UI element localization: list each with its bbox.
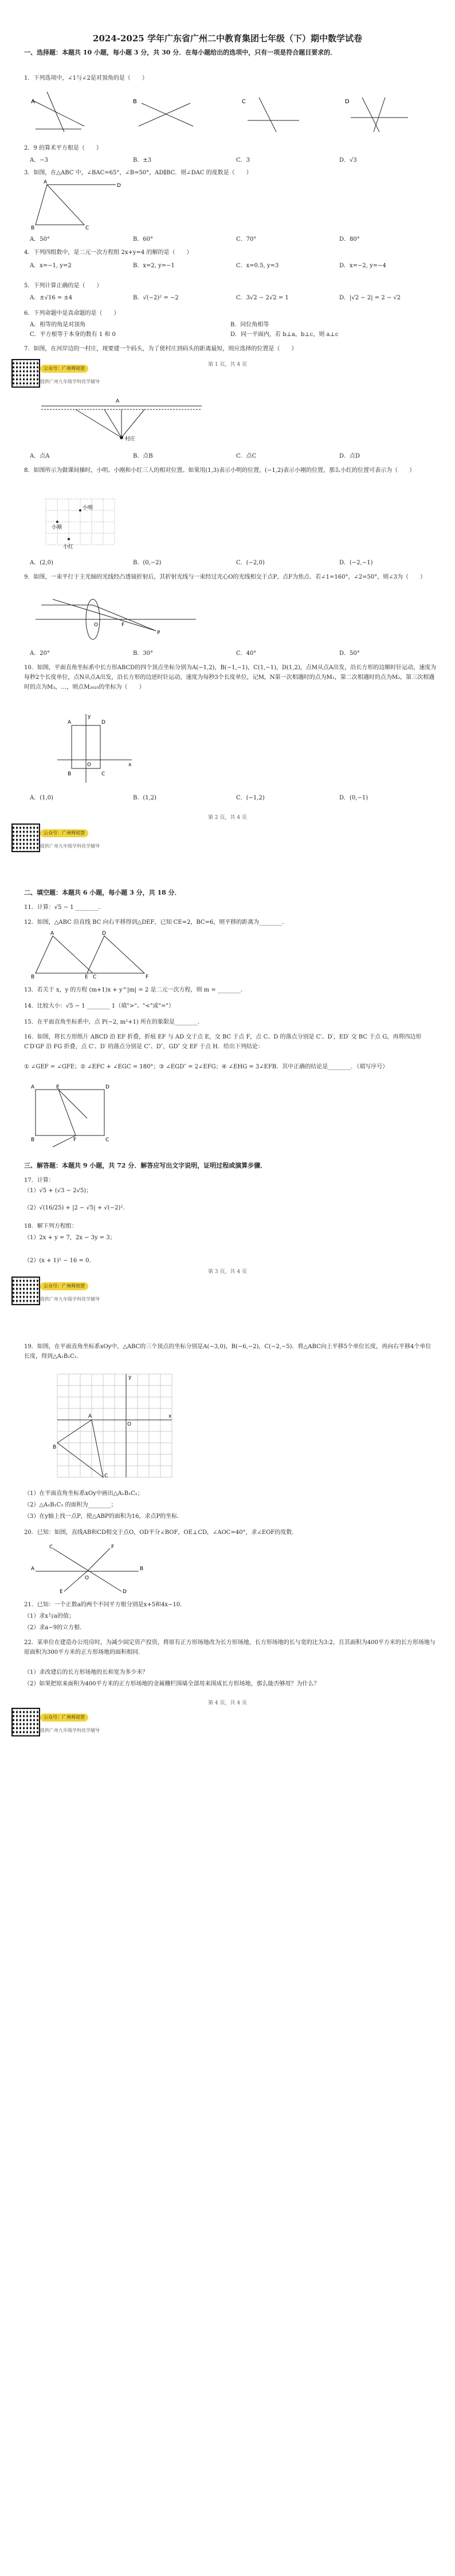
svg-text:A: A: [31, 1566, 35, 1572]
q5-options: [30, 292, 442, 301]
question-5: 5．下列计算正确的是（ ）: [24, 283, 103, 289]
svg-text:O: O: [87, 762, 92, 768]
svg-text:C: C: [49, 1544, 53, 1550]
svg-text:C: C: [242, 99, 246, 105]
question-22-1: （1）求改建后的长方形场地的长和宽为多少米？: [24, 1669, 148, 1676]
question-7: 7．如图，在河岸边的一村庄，现要建一个码头，为了使村庄到码头的距离最短，则应选择的位置是（ ）: [24, 346, 297, 352]
q10-rectangle-figure: [52, 711, 138, 786]
q8-options: [30, 557, 442, 566]
svg-text:D: D: [117, 183, 121, 189]
q8-option-d: D．(−2,−1): [339, 560, 373, 566]
svg-text:O: O: [85, 1575, 89, 1581]
q3-options: [30, 234, 442, 243]
svg-text:D: D: [102, 931, 106, 936]
svg-text:A: A: [88, 1414, 92, 1419]
question-9: 9．如图，一束平行于主光轴的光线经凸透镜折射后，其折射光线与一束经过光心O的光线相交于点P，点F为焦点．若∠1=160°，∠2=50°，则∠3为（ ）: [24, 574, 426, 580]
svg-text:D: D: [345, 99, 350, 105]
q16-fold-figure: [30, 1084, 121, 1153]
q2-option-a: A．−3: [30, 157, 48, 163]
q9-option-c: C．40°: [236, 650, 257, 657]
q6-option-c: C．平方根等于本身的数有 1 和 0: [30, 331, 116, 338]
question-16: 16．如图，将长方形纸片 ABCD 沿 EF 折叠，折痕 EF 与 AD 交于点 E，交 BC 于点 F，点 C、D 的落点分别是 C′、D′，ED′ 交 BC 于点 G，再将四边形 C′D′GF 沿 FG 折叠，点 C′、D′ 的落点分别是 C″、D″，GD″ 交 EF 于点 H．给出下列结论：: [24, 1034, 422, 1050]
q7-option-a: A．点A: [30, 453, 50, 459]
svg-text:A: A: [31, 1084, 35, 1090]
q7-option-c: C．点C: [236, 453, 257, 459]
question-10: 10．如图，平面直角坐标系中长方形ABCD的四个顶点坐标分别为A(−1,2)，B(−1,−1)，C(1,−1)，D(1,2)，点M从点A出发，沿长方形的边顺时针运动，速度为每秒2个长度单位，点N从点A出发，沿长方形的边逆时针运动，速度为每秒3个长度单位，记M，N第一次相遇时的点为M₁，第二次相遇时的点为M₂，第三次相遇时的点为M₃，…，则点M₂₀₂₅的坐标为（ ）: [24, 665, 437, 690]
svg-text:B: B: [53, 1445, 57, 1450]
question-3: 3．如图，在△ABC 中，∠BAC=65°，∠B=50°，AD∥BC．则∠DAC 的度数是（ ）: [24, 170, 252, 176]
q4-option-c: C．x=0.5, y=3: [236, 263, 279, 269]
q10-option-a: A．(1,0): [30, 795, 53, 801]
q3-option-d: D．80°: [339, 236, 360, 243]
section1-heading: 一、选择题：本题共 10 小题，每小题 3 分，共 30 分．在每小题给出的选项中，只有一项是符合题目要求的．: [24, 49, 337, 56]
q1-fig-b: [133, 99, 193, 126]
q6-option-d: D．同一平面内，若 b⊥a，b⊥c，则 a⊥c: [230, 331, 339, 338]
xiaohong-label: 小红: [63, 544, 74, 550]
qr-code: [11, 1708, 40, 1736]
svg-text:F: F: [73, 1137, 77, 1143]
svg-text:E: E: [60, 1589, 63, 1594]
q10-option-d: D．(0,−1): [339, 795, 368, 801]
svg-text:B: B: [31, 225, 35, 231]
q4-option-d: D．x=−2, y=−4: [339, 263, 386, 269]
question-17-1: （1）√5 + (√3 − 2√5)；: [24, 1188, 92, 1194]
q9-option-a: A．20°: [30, 650, 50, 657]
q8-option-c: C．(−2,0): [236, 560, 265, 566]
svg-text:C: C: [93, 974, 97, 979]
q9-lens-figure: [30, 596, 202, 642]
q1-fig-a: [31, 92, 84, 132]
section2-heading: 二、填空题：本题共 6 小题，每小题 3 分，共 18 分．: [24, 889, 181, 896]
q6-options: [30, 320, 431, 339]
question-4: 4．下列四组数中，是二元一次方程组 2x+y=4 的解的是（ ）: [24, 249, 193, 256]
q4-option-a: A．x=−1, y=2: [30, 263, 72, 269]
svg-text:F: F: [111, 1544, 115, 1550]
page-number-1: 第 1 页，共 4 页: [208, 362, 247, 368]
svg-text:B: B: [68, 771, 72, 777]
svg-text:D: D: [105, 1084, 109, 1090]
question-11: 11．计算：√5 − 1 ________．: [24, 904, 104, 911]
footer-note: 提供广州九年级学科优学辅导: [40, 1728, 100, 1733]
question-18-1: （1）2x + y = 7，2x − 3y = 3；: [24, 1235, 116, 1241]
svg-text:F: F: [121, 622, 125, 628]
qr-code: [11, 823, 40, 852]
question-22: 22．某单位在建造办公用房时，为减少固定资产投资，将原有正方形场地改为长方形场地，长方形场地的长与宽的比为3:2，且其面积为400平方米的长方形场地与原面积为300平方米的正方形场地的面积相同．: [24, 1640, 436, 1656]
svg-text:A: A: [50, 931, 54, 936]
q3-option-b: B．60°: [133, 236, 154, 243]
svg-text:C: C: [105, 1137, 109, 1143]
q8-grid-figure: [40, 493, 126, 551]
question-14: 14．比较大小：√5 − 1 ________ 1（填">"、"<"或"="）: [24, 1003, 175, 1009]
q5-option-b: B．√(−2)² = −2: [133, 295, 179, 301]
page-number-3: 第 3 页，共 4 页: [208, 1269, 247, 1275]
question-2: 2．9 的算术平方根是（ ）: [24, 145, 102, 151]
xiaogang-label: 小刚: [52, 525, 62, 530]
svg-text:O: O: [127, 1422, 132, 1427]
xiaoming-label: 小明: [83, 505, 93, 511]
svg-text:A: A: [31, 99, 35, 105]
question-21-2: （2）求a−9的立方根．: [24, 1625, 86, 1631]
q10-option-b: B．(1,2): [133, 795, 157, 801]
svg-text:D: D: [101, 720, 105, 725]
svg-text:D: D: [123, 1589, 127, 1594]
q7-river-figure: [30, 395, 213, 446]
question-18: 18．解下列方程组：: [24, 1223, 77, 1230]
q6-option-b: B．同位角相等: [230, 322, 269, 328]
svg-text:B: B: [140, 1566, 144, 1572]
q2-option-d: D．√3: [339, 157, 357, 163]
q2-option-c: C．3: [236, 157, 250, 163]
q2-options: [30, 155, 442, 163]
q9-option-d: D．50°: [339, 650, 360, 657]
question-19: 19．如图，在平面直角坐标系xOy中，△ABC的三个顶点的坐标分别是A(−3,0)，B(−6,−2)，C(−2,−5)．将△ABC向上平移5个单位长度，再向右平移4个单位长度，得到△A₁B₁C₁．: [24, 1344, 432, 1360]
question-19-1: （1）在平面直角坐标系xOy中画出△A₁B₁C₁；: [24, 1490, 143, 1497]
question-22-2: （2）如果把原来面积为400平方米的正方形场地的金属栅栏围墙全部用来围成长方形场地，那么能否够用？为什么？: [24, 1681, 320, 1687]
question-16b: ① ∠GEF = ∠GFE；② ∠EFC + ∠EGC = 180°；③ ∠EGD″ = 2∠EFG；④ ∠EHG = 3∠EFB．其中正确的结论是________．（填写序号）: [24, 1064, 389, 1070]
q7-option-d: D．点D: [339, 453, 360, 459]
svg-text:y: y: [88, 714, 91, 720]
question-1: 1．下列选项中，∠1与∠2是对顶角的是（ ）: [24, 75, 148, 81]
question-6: 6．下列命题中是真命题的是（ ）: [24, 310, 120, 317]
footer-note: 提供广州九年级学科优学辅导: [40, 844, 100, 849]
q10-option-c: C．(−1,2): [236, 795, 265, 801]
svg-text:A: A: [68, 720, 72, 725]
q7-option-b: B．点B: [133, 453, 153, 459]
q2-option-b: B．±3: [133, 157, 152, 163]
wechat-badge: 公众号：广州师初荟: [40, 1282, 88, 1290]
q5-option-d: D．|√2 − 2| = 2 − √2: [339, 295, 401, 301]
q19-coordinate-grid: [52, 1368, 178, 1483]
q3-triangle-figure: [30, 179, 144, 231]
svg-text:x: x: [168, 1414, 172, 1419]
q3-option-a: A．50°: [30, 236, 50, 243]
wechat-badge: 公众号：广州师初荟: [40, 829, 88, 837]
question-18-2: （2）(x + 1)² − 16 = 0．: [24, 1258, 95, 1264]
svg-text:P: P: [157, 630, 160, 636]
svg-text:C: C: [104, 1473, 108, 1479]
svg-text:E: E: [56, 1084, 60, 1090]
svg-text:C: C: [101, 771, 105, 777]
exam-title: 2024-2025 学年广东省广州二中教育集团七年级（下）期中数学试卷: [93, 33, 362, 44]
q12-translation-figure: [30, 930, 202, 979]
page-number-4: 第 4 页，共 4 页: [208, 1700, 247, 1706]
river-label-a: A: [116, 399, 120, 404]
q1-fig-c: [242, 97, 299, 132]
q1-figures: [30, 86, 431, 138]
svg-text:F: F: [146, 974, 149, 979]
question-21-1: （1）求x与a的值；: [24, 1613, 74, 1619]
question-8: 8．如图所示为做课间操时，小明、小刚和小红三人的相对位置。如果用(1,3)表示小明的位置，(−1,2)表示小刚的位置，那么小红的位置可表示为（ ）: [24, 467, 415, 474]
q4-options: [30, 260, 442, 269]
qr-code: [11, 1277, 40, 1305]
page-number-2: 第 2 页，共 4 页: [208, 815, 247, 821]
svg-text:y: y: [128, 1375, 132, 1380]
svg-text:B: B: [31, 974, 35, 979]
q7-options: [30, 451, 442, 459]
section3-heading: 三、解答题：本题共 9 小题，共 72 分．解答应写出文字说明，证明过程或演算步骤．: [24, 1162, 267, 1169]
question-13: 13．若关于 x，y 的方程 (m+1)x + y^|m| = 2 是二元一次方程，则 m = ________．: [24, 987, 246, 993]
q5-option-a: A．±√16 = ±4: [30, 295, 73, 301]
svg-text:O: O: [94, 622, 99, 628]
q8-option-b: B．(0,−2): [133, 560, 162, 566]
svg-text:E: E: [85, 974, 88, 979]
question-12: 12．如图，△ABC 沿直线 BC 向右平移得到△DEF，已知 CE=2，BC=6，则平移的距离为________．: [24, 919, 288, 926]
question-19-2: （2）△A₁B₁C₁ 的面积为________；: [24, 1502, 117, 1508]
question-15: 15．在平面直角坐标系中，点 P(−2, m²+1) 所在的象限是________．: [24, 1019, 203, 1025]
q20-lines-figure: [30, 1543, 144, 1594]
q9-option-b: B．30°: [133, 650, 154, 657]
q6-option-a: A．相等的角是对顶角: [30, 322, 86, 328]
q4-option-b: B．x=2, y=−1: [133, 263, 175, 269]
footer-note: 提供广州九年级学科优学辅导: [40, 379, 100, 384]
question-19-3: （3）在y轴上找一点P，使△ABP的面积为16，求点P的坐标．: [24, 1513, 183, 1520]
svg-text:B: B: [31, 1137, 35, 1143]
svg-text:x: x: [128, 762, 132, 768]
wechat-badge: 公众号：广州师初荟: [40, 1714, 88, 1722]
svg-text:A: A: [44, 179, 48, 185]
svg-text:B: B: [133, 99, 137, 105]
wechat-badge: 公众号：广州师初荟: [40, 365, 88, 373]
question-21: 21．已知：一个正数a的两个不同平方根分别是x+5和4x−10．: [24, 1602, 186, 1608]
q9-options: [30, 648, 442, 657]
q1-fig-d: [345, 97, 408, 132]
q8-option-a: A．(2,0): [30, 560, 53, 566]
q10-options: [30, 793, 442, 801]
village-label: 村庄: [125, 436, 136, 442]
question-17: 17．计算：: [24, 1177, 54, 1184]
question-20: 20．已知：如图，直线AB和CD相交于点O，OD平分∠BOF，OE⊥CD，∠AOC=40°，求∠EOF的度数．: [24, 1529, 298, 1536]
q3-option-c: C．70°: [236, 236, 257, 243]
q5-option-c: C．3√2 − 2√2 = 1: [236, 295, 289, 301]
footer-note: 提供广州九年级学科优学辅导: [40, 1297, 100, 1302]
question-17-2: （2）√(16/25) + |2 − √5| + √(−2)²．: [24, 1205, 129, 1211]
svg-text:C: C: [85, 225, 89, 231]
